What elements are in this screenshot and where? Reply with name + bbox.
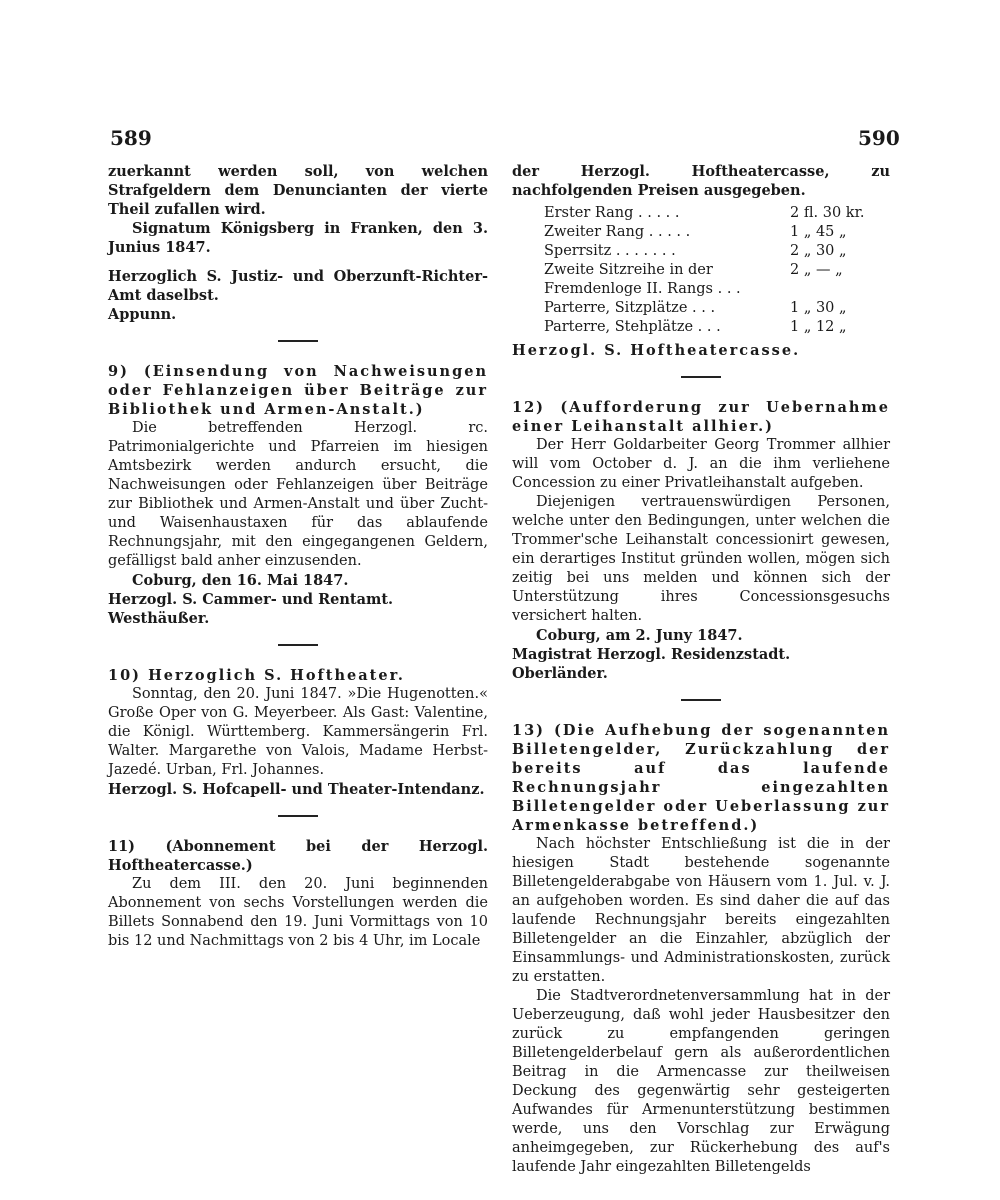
divider xyxy=(681,376,721,378)
section-9-name: Westhäußer. xyxy=(108,610,210,627)
right-column xyxy=(512,162,890,1177)
section-13-body-1: Nach höchster Entschließung ist die in der hiesigen Stadt bestehende sogenannte Billetengelderabgabe von Häusern vom 1. Jul. v. J. an aufgehoben worden. Es sind daher die auf das laufende Rechnungsjahr bereits eingezahlten Billetengelder an die Einzahler, abzüglich der Einsammlungs- und Administrationskosten, zurück zu erstatten. xyxy=(512,836,890,985)
section-9-signature: Herzogl. S. Cammer- und Rentamt. xyxy=(108,591,394,608)
price-row xyxy=(544,318,890,337)
price-amount: 1 „ 30 „ xyxy=(790,300,847,316)
signature-office: Herzoglich S. Justiz- und Oberzunft-Richter-Amt daselbst. xyxy=(108,268,488,304)
price-row xyxy=(544,223,890,242)
section-10-signature: Herzogl. S. Hofcapell- und Theater-Intendanz. xyxy=(108,781,485,798)
price-row xyxy=(544,299,890,318)
price-label: Zweite Sitzreihe in der Fremdenloge II. Rangs . . . xyxy=(544,262,741,297)
divider xyxy=(278,340,318,342)
left-column xyxy=(108,162,488,951)
section-12-date: Coburg, am 2. Juny 1847. xyxy=(536,627,743,644)
price-row xyxy=(544,242,890,261)
price-signature: Herzogl. S. Hoftheatercasse. xyxy=(512,342,801,359)
price-row xyxy=(544,204,890,223)
divider xyxy=(278,644,318,646)
section-12-name: Oberländer. xyxy=(512,665,608,682)
price-label: Erster Rang . . . . . xyxy=(544,205,680,221)
price-label: Parterre, Stehplätze . . . xyxy=(544,319,721,335)
section-11-heading: 11) (Abonnement bei der Herzogl. Hoftheatercasse.) xyxy=(108,838,488,874)
signatum-line: Signatum Königsberg in Franken, den 3. Junius 1847. xyxy=(108,220,488,256)
section-13-heading: 13) (Die Aufhebung der sogenannten Billetengelder, Zurückzahlung der bereits auf das laufende Rechnungsjahr eingezahlten Billetengelder oder Ueberlassung zur Armenkasse betreffend.) xyxy=(512,722,890,834)
section-10-heading: 10) Herzoglich S. Hoftheater. xyxy=(108,667,405,684)
divider xyxy=(681,699,721,701)
section-10-body: Sonntag, den 20. Juni 1847. »Die Hugenotten.« Große Oper von G. Meyerbeer. Als Gast: Valentine, die Königl. Württemberg. Kammersängerin Frl. Walter. Margarethe von Valois, Madame Herbst-Jazedé. Urban, Frl. Johannes. xyxy=(108,686,488,778)
continuation-paragraph: zuerkannt werden soll, von welchen Strafgeldern dem Denuncianten der vierte Theil zufallen wird. xyxy=(108,163,488,218)
section-9-heading: 9) (Einsendung von Nachweisungen oder Fehlanzeigen über Beiträge zur Bibliothek und Armen-Anstalt.) xyxy=(108,363,488,418)
continuation-paragraph: der Herzogl. Hoftheatercasse, zu nachfolgenden Preisen ausgegeben. xyxy=(512,163,890,199)
divider xyxy=(278,815,318,817)
section-12-body-1: Der Herr Goldarbeiter Georg Trommer allhier will vom October d. J. an die ihm verliehene Concession zu einer Privatleihanstalt aufgeben. xyxy=(512,437,890,491)
price-amount: 1 „ 12 „ xyxy=(790,319,847,335)
price-label: Sperrsitz . . . . . . . xyxy=(544,243,676,259)
price-label: Zweiter Rang . . . . . xyxy=(544,224,691,240)
price-row xyxy=(544,261,890,299)
price-list xyxy=(544,204,890,337)
section-13-body-2: Die Stadtverordnetenversammlung hat in der Ueberzeugung, daß wohl jeder Hausbesitzer den zurück zu empfangenden geringen Billetengelderbelauf gern als außerordentlichen Beitrag in die Armencasse zur theilweisen Deckung des gegenwärtig sehr gesteigerten Aufwandes für Armenunterstützung bestimmen werde, uns den Vorschlag zur Erwägung anheimgegeben, zur Rückerhebung des auf's laufende Jahr eingezahlten Billetengelds xyxy=(512,988,890,1175)
price-amount: 2 fl. 30 kr. xyxy=(790,205,865,221)
page-number-left: 589 xyxy=(110,126,152,150)
signature-name: Appunn. xyxy=(108,306,177,323)
price-label: Parterre, Sitzplätze . . . xyxy=(544,300,716,316)
section-9-date: Coburg, den 16. Mai 1847. xyxy=(132,572,349,589)
section-12-signature: Magistrat Herzogl. Residenzstadt. xyxy=(512,646,791,663)
page-number-right: 590 xyxy=(858,126,900,150)
section-11-body: Zu dem III. den 20. Juni beginnenden Abonnement von sechs Vorstellungen werden die Billets Sonnabend den 19. Juni Vormittags von 10 bis 12 und Nachmittags von 2 bis 4 Uhr, im Locale xyxy=(108,876,488,949)
section-9-body: Die betreffenden Herzogl. rc. Patrimonialgerichte und Pfarreien im hiesigen Amtsbezirk werden andurch ersucht, die Nachweisungen oder Fehlanzeigen über Beiträge zur Bibliothek und Armen-Anstalt und über Zucht- und Waisenhaustaxen für das ablaufende Rechnungsjahr, mit den eingegangenen Geldern, gefälligst bald anher einzusenden. xyxy=(108,420,488,569)
price-amount: 2 „ — „ xyxy=(790,262,843,278)
section-12-body-2: Diejenigen vertrauenswürdigen Personen, welche unter den Bedingungen, unter welchen die Trommer'sche Leihanstalt concessionirt gewesen, ein derartiges Institut gründen wollen, mögen sich zeitig bei uns melden und können sich der Unterstützung ihres Concessionsgesuchs versichert halten. xyxy=(512,494,890,624)
section-12-heading: 12) (Aufforderung zur Uebernahme einer Leihanstalt allhier.) xyxy=(512,399,890,435)
price-amount: 2 „ 30 „ xyxy=(790,243,847,259)
price-amount: 1 „ 45 „ xyxy=(790,224,847,240)
